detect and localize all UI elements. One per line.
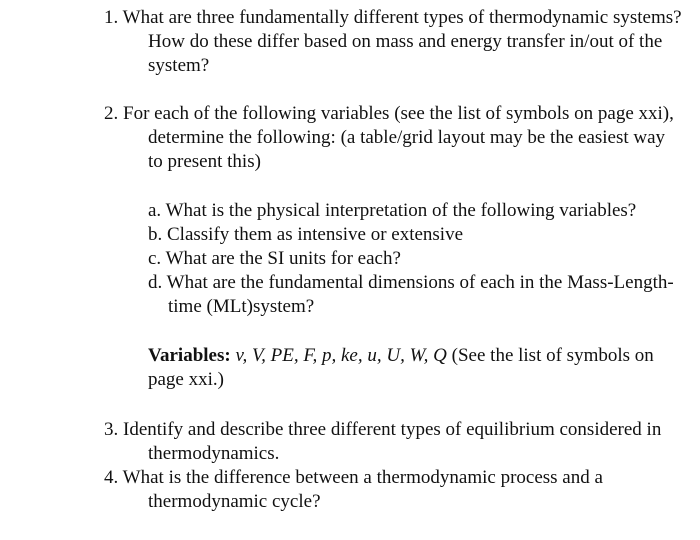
variables-text — [148, 344, 688, 392]
question-1 — [104, 6, 684, 78]
sub-item-d-letter: d. — [148, 272, 163, 293]
sub-item-d-text: What are the fundamental dimensions of each in the Mass-Length-time (MLt)system? — [166, 272, 674, 317]
sub-item-d — [148, 271, 688, 319]
question-3 — [104, 418, 684, 466]
variables-label: Variables: — [148, 345, 231, 366]
question-4-body: What is the difference between a thermodynamic process and a thermodynamic cycle? — [122, 467, 603, 512]
variables-list: v, V, PE, F, p, ke, u, U, W, Q — [235, 345, 447, 366]
question-1-number: 1. — [104, 7, 119, 28]
question-2-number: 2. — [104, 103, 119, 124]
question-3-body: Identify and describe three different types of equilibrium considered in thermodynamics. — [123, 419, 662, 464]
sub-item-b-text: Classify them as intensive or extensive — [167, 224, 464, 245]
question-1-body: What are three fundamentally different types of thermodynamic systems? How do these differ based on mass and energy transfer in/out of the system? — [122, 7, 682, 76]
variables-note: (See the list of symbols on page xxi.) — [148, 345, 654, 390]
sub-item-a-text: What is the physical interpretation of the following variables? — [165, 200, 637, 221]
sub-item-c-letter: c. — [148, 248, 162, 269]
sub-item-b-letter: b. — [148, 224, 163, 245]
sub-item-b — [148, 223, 688, 247]
question-3-number: 3. — [104, 419, 119, 440]
question-2-body: For each of the following variables (see the list of symbols on page xxi), determine the following: (a table/grid layout may be the easiest way to present this) — [123, 103, 674, 172]
variables-line — [148, 344, 688, 392]
question-4-text — [104, 466, 684, 514]
question-3-text — [104, 418, 684, 466]
question-2 — [104, 102, 684, 174]
question-1-text — [104, 6, 684, 78]
sub-item-c-text: What are the SI units for each? — [165, 248, 401, 269]
question-4 — [104, 466, 684, 514]
sub-item-a-letter: a. — [148, 200, 162, 221]
sub-item-a — [148, 199, 688, 223]
sub-item-c — [148, 247, 688, 271]
question-2-sub-items — [148, 199, 688, 319]
question-4-number: 4. — [104, 467, 119, 488]
question-2-text — [104, 102, 684, 174]
